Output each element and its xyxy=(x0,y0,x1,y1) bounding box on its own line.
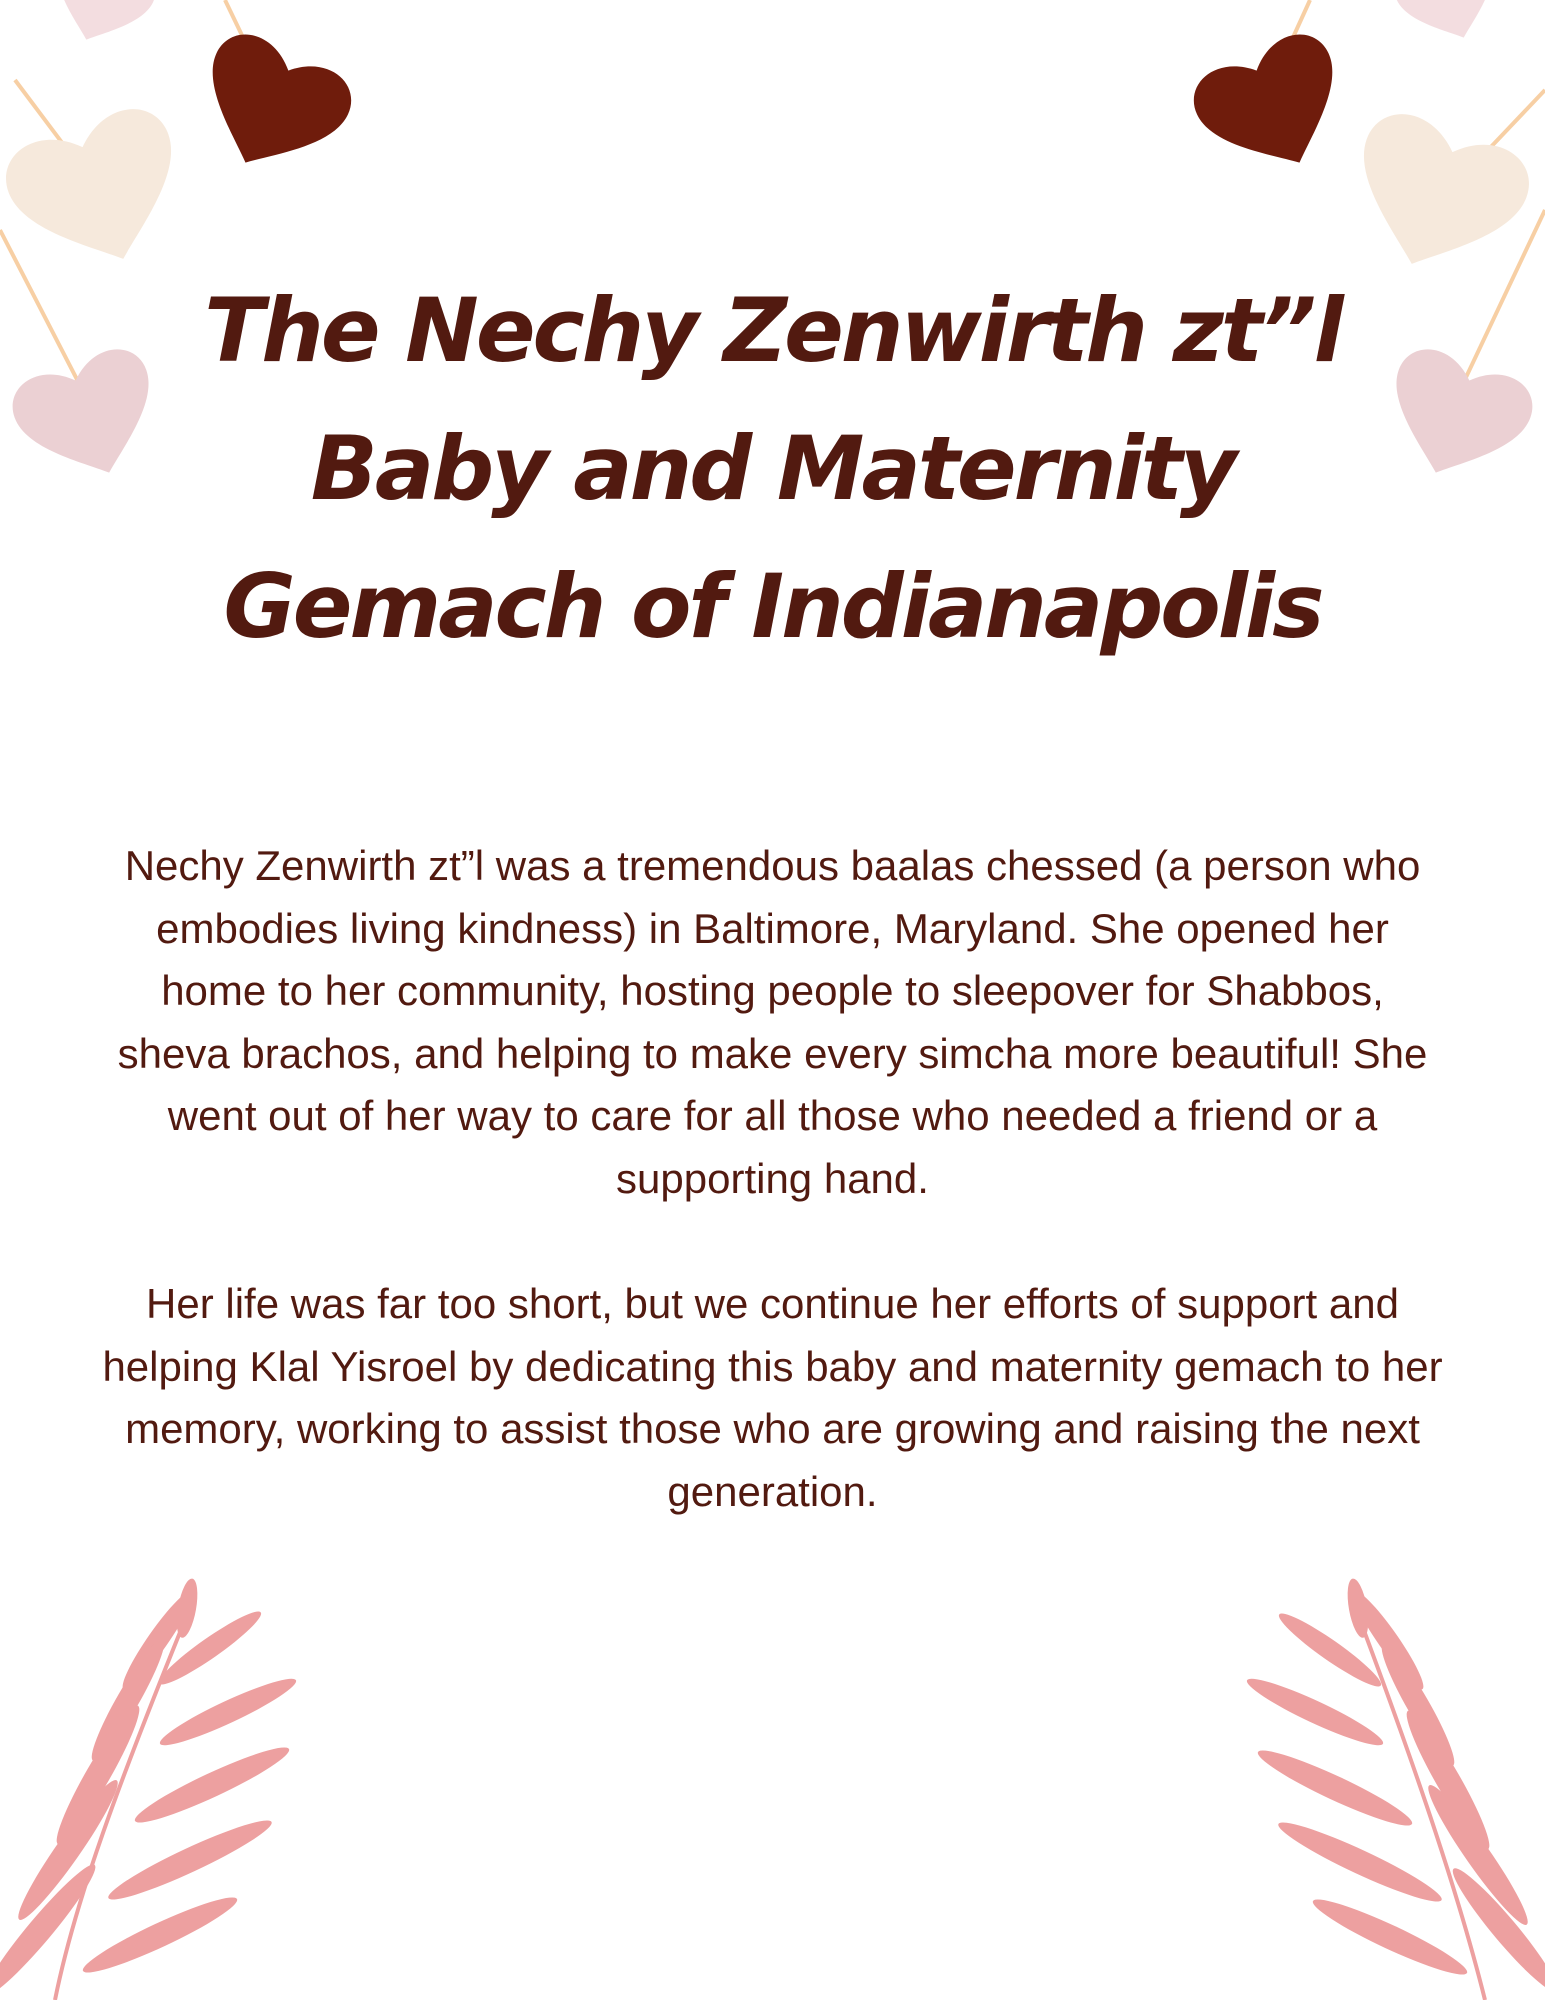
heart-icon xyxy=(39,0,161,57)
title-line-1: The Nechy Zenwirth zt”l xyxy=(204,279,1341,382)
title-line-2: Baby and Maternity xyxy=(310,417,1235,520)
heart-icon xyxy=(0,98,203,288)
heart-icon xyxy=(1183,24,1365,193)
leaf-branch-icon xyxy=(0,1577,301,2000)
page-title xyxy=(180,262,1365,676)
leaf-branch-icon xyxy=(1242,1577,1545,2000)
paragraph-biography: Nechy Zenwirth zt”l was a tremendous baalas chessed (a person who embodies living kindness) in Baltimore, Maryland. She opened her home to her community, hosting people to sleepover for Shabbos, sheva brachos, and helping to make every simcha more beautiful! She went out of her way to care for all those who needed a friend or a supporting hand. xyxy=(117,842,1428,1202)
heart-icon xyxy=(180,24,362,193)
heart-icon xyxy=(1389,0,1511,55)
heart-icon xyxy=(4,340,175,496)
body-text xyxy=(100,835,1445,1523)
paragraph-dedication: Her life was far too short, but we continue her efforts of support and helping Klal Yisroel by dedicating this baby and maternity gemach to her memory, working to assist those who are growing and raising the next generation. xyxy=(102,1280,1443,1515)
heart-icon xyxy=(1370,340,1541,496)
title-line-3: Gemach of Indianapolis xyxy=(223,555,1322,658)
